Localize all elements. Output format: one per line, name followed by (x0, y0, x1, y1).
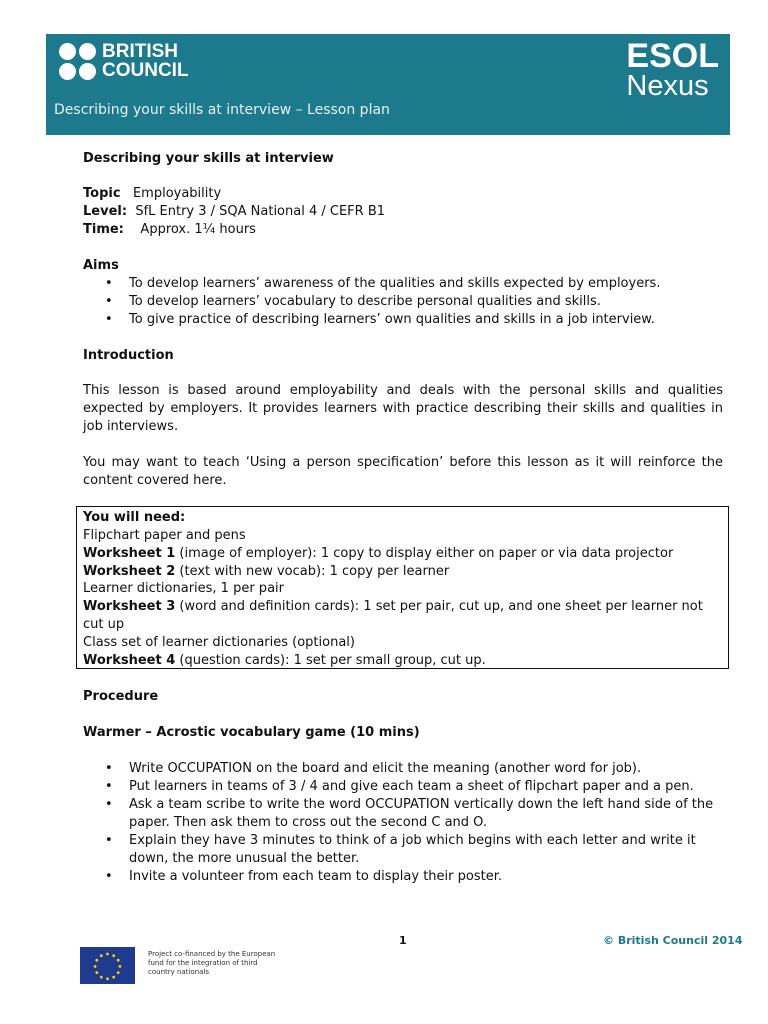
need-item: Flipchart paper and pens (83, 528, 246, 543)
eu-flag-icon (80, 947, 135, 984)
need-item-cont: cut up (83, 617, 125, 632)
british-council-logo (59, 42, 189, 80)
logo-dots-icon (59, 43, 96, 80)
level-row: Level: SfL Entry 3 / SQA National 4 / CEFR B1 (83, 204, 386, 219)
need-item: Worksheet 3 (word and definition cards): 1 set per pair, cut up, and one sheet per learner not (83, 599, 703, 614)
banner-subtitle: Describing your skills at interview – Lesson plan (54, 102, 390, 118)
need-heading: You will need: (83, 510, 186, 525)
brand-line2: Nexus (626, 70, 709, 102)
need-item: Worksheet 4 (question cards): 1 set per small group, cut up. (83, 653, 486, 668)
copyright: © British Council 2014 (603, 934, 743, 947)
introduction-heading: Introduction (83, 348, 174, 363)
need-item: Worksheet 1 (image of employer): 1 copy to display either on paper or via data projector (83, 546, 674, 561)
need-item: Learner dictionaries, 1 per pair (83, 581, 284, 596)
aims-heading: Aims (83, 258, 119, 273)
page-number: 1 (399, 934, 407, 947)
document-title: Describing your skills at interview (83, 151, 334, 166)
procedure-heading: Procedure (83, 689, 159, 704)
time-row: Time: Approx. 1¼ hours (83, 222, 256, 237)
eu-stars-icon (80, 947, 135, 984)
warmer-heading: Warmer – Acrostic vocabulary game (10 mins) (83, 725, 420, 740)
topic-row: Topic Employability (83, 186, 222, 201)
intro-paragraph-2: You may want to teach ‘Using a person specification’ before this lesson as it will reinforce the content covered here. (83, 455, 723, 488)
need-item: Class set of learner dictionaries (optional) (83, 635, 355, 650)
logo-line2: COUNCIL (102, 60, 189, 81)
you-will-need-box (76, 506, 729, 669)
logo-line1: BRITISH (102, 41, 178, 62)
eu-funding-text: Project co-financed by the European fund for the integration of third country nationals (148, 950, 276, 976)
brand-line1: ESOL (626, 37, 719, 75)
esol-nexus-logo (626, 37, 719, 102)
header-banner (46, 34, 730, 135)
need-item: Worksheet 2 (text with new vocab): 1 copy per learner (83, 564, 450, 579)
intro-paragraph-1: This lesson is based around employability and deals with the personal skills and qualities expected by employers. It provides learners with practice describing their skills and qualities in job interviews. (83, 383, 723, 434)
